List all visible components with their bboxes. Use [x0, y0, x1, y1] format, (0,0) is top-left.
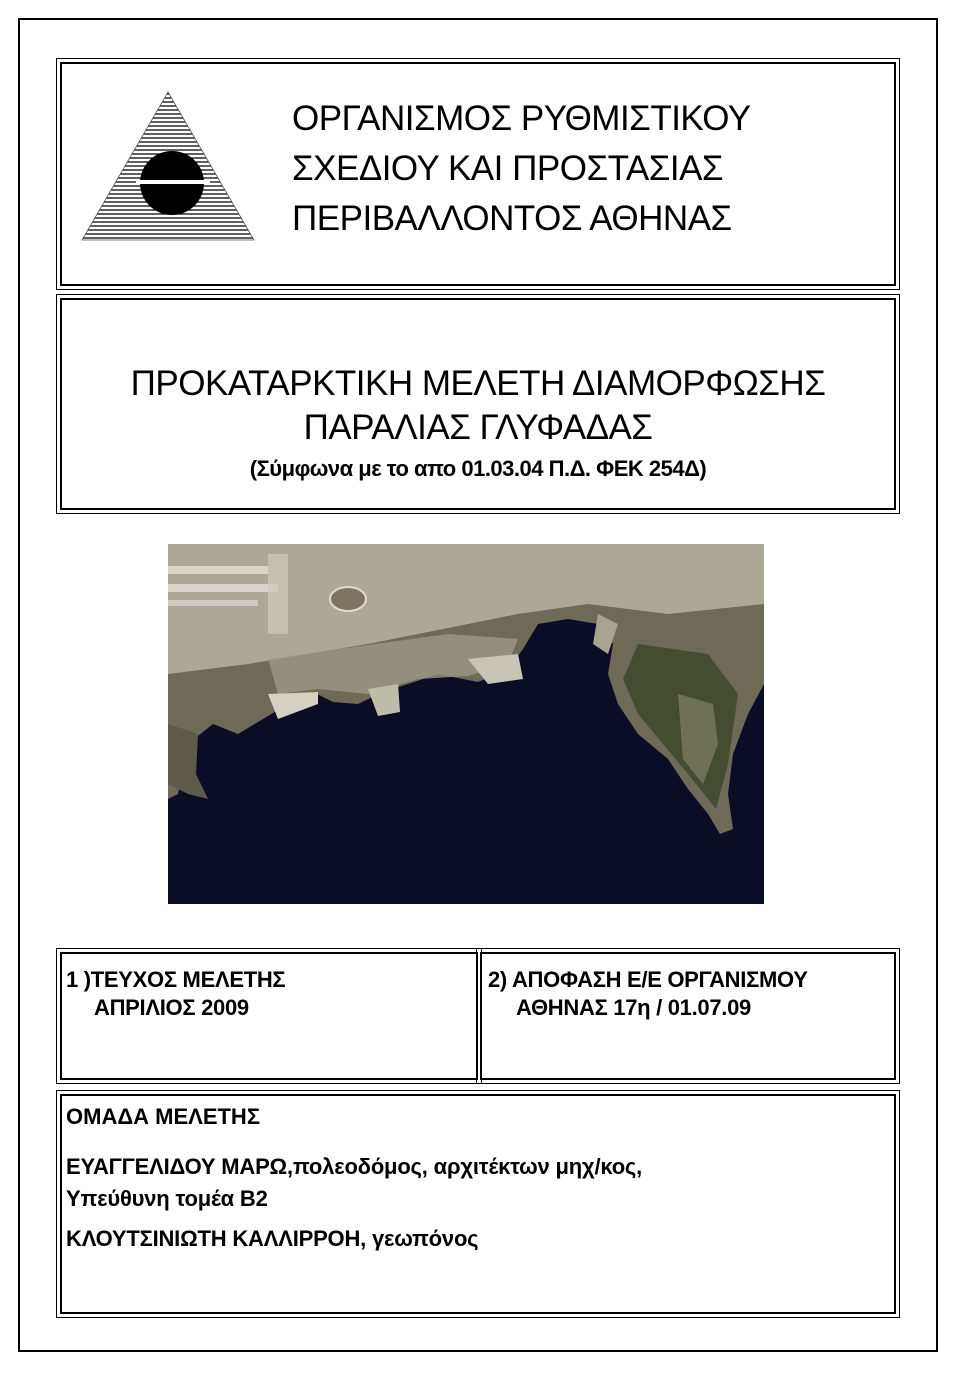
study-title-box — [60, 298, 896, 510]
study-issue-date: ΑΠΡΙΛΙΟΣ 2009 — [94, 995, 249, 1020]
study-title-line: ΠΡΟΚΑΤΑΡΚΤΙΚΗ ΜΕΛΕΤΗ ΔΙΑΜΟΡΦΩΣΗΣ — [130, 364, 826, 403]
organization-header — [60, 62, 896, 286]
study-legal-reference: (Σύμφωνα με το απο 01.03.04 Π.Δ. ΦΕΚ 254Δ) — [249, 456, 707, 481]
study-team-heading: ΟΜΑΔΑ ΜΕΛΕΤΗΣ — [66, 1104, 261, 1129]
organization-name — [292, 94, 882, 244]
team-member-role: Υπεύθυνη τομέα Β2 — [66, 1186, 268, 1211]
team-member: ΕΥΑΓΓΕΛΙΔΟΥ ΜΑΡΩ,πολεοδόμος, αρχιτέκτων μηχ/κος, — [66, 1154, 643, 1179]
board-decision-date: ΑΘΗΝΑΣ 17η / 01.07.09 — [516, 995, 751, 1020]
study-title — [62, 362, 894, 450]
study-issue — [66, 966, 285, 1022]
board-decision-box — [480, 952, 896, 1080]
organization-name-line: ΣΧΕΔΙΟΥ ΚΑΙ ΠΡΟΣΤΑΣΙΑΣ — [292, 149, 724, 188]
organization-name-line: ΠΕΡΙΒΑΛΛΟΝΤΟΣ ΑΘΗΝΑΣ — [292, 199, 732, 238]
board-decision — [488, 966, 808, 1022]
board-decision-line: 2) ΑΠΟΦΑΣΗ Ε/Ε ΟΡΓΑΝΙΣΜΟΥ — [488, 967, 808, 992]
team-member: ΚΛΟΥΤΣΙΝΙΩΤΗ ΚΑΛΛΙΡΡΟΗ, γεωπόνος — [66, 1226, 479, 1251]
organization-name-line: ΟΡΓΑΝΙΣΜΟΣ ΡΥΘΜΙΣΤΙΚΟΥ — [292, 99, 751, 138]
satellite-image — [168, 544, 764, 904]
study-issue-line: 1 )ΤΕΥΧΟΣ ΜΕΛΕΤΗΣ — [66, 967, 286, 992]
study-issue-box — [60, 952, 478, 1080]
triangle-sun-logo-icon — [80, 90, 256, 242]
study-title-line: ΠΑΡΑΛΙΑΣ ΓΛΥΦΑΔΑΣ — [303, 408, 653, 447]
study-team-box — [60, 1094, 896, 1314]
